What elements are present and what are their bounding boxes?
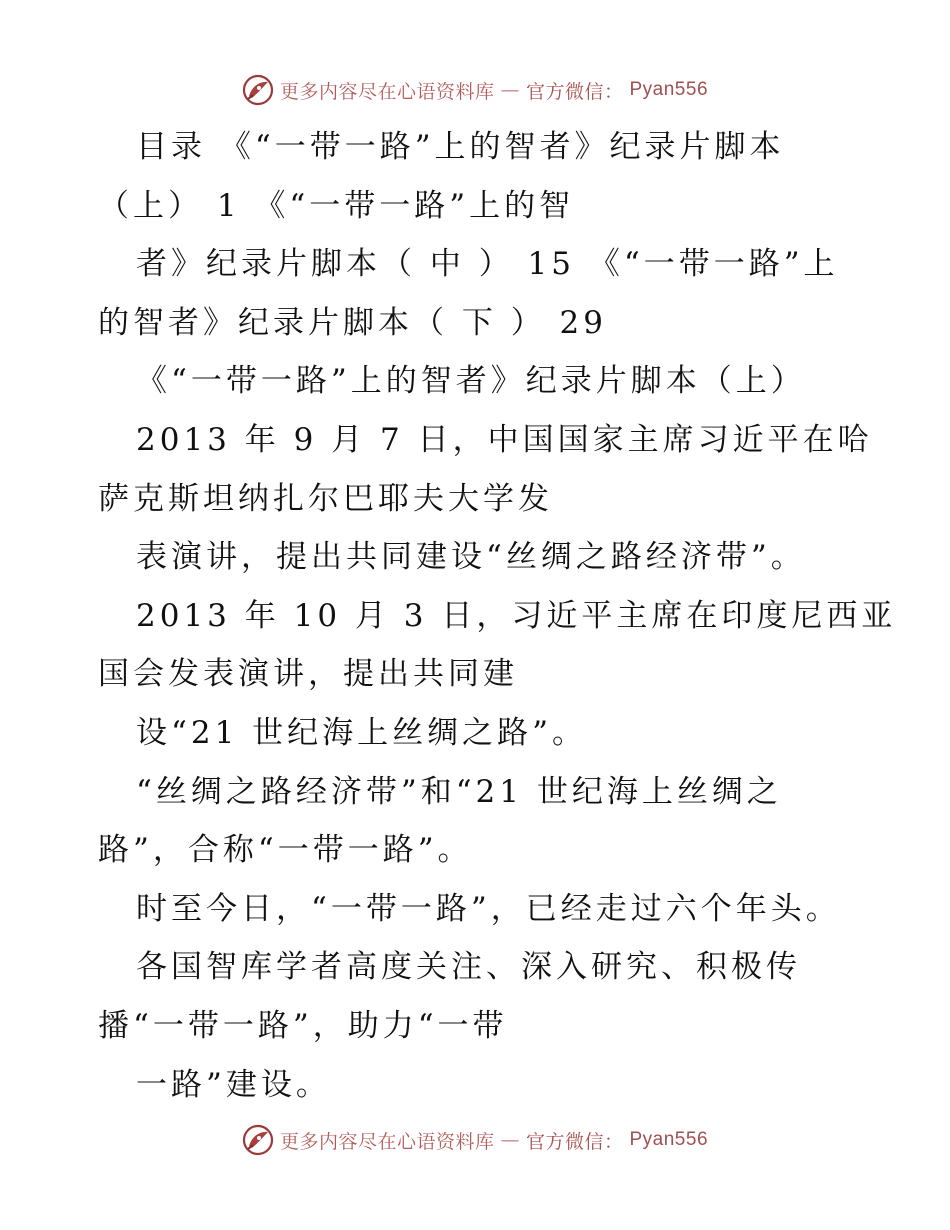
watermark-wechat-id: Pyan556	[629, 79, 709, 100]
header-watermark	[0, 70, 950, 110]
body-line: 一路”建设。	[136, 1066, 331, 1103]
body-line: 《“一带一路”上的智者》纪录片脚本（上）	[136, 363, 806, 400]
body-line: 2013 年 9 月 7 日，中国国家主席习近平在哈	[136, 421, 873, 458]
watermark-text: 更多内容尽在心语资料库	[279, 1130, 495, 1153]
watermark-inner	[242, 1124, 708, 1156]
body-line: 2013 年 10 月 3 日，习近平主席在印度尼西亚	[136, 597, 897, 634]
body-line: 设“21 世纪海上丝绸之路”。	[136, 714, 587, 751]
body-line: 的智者》纪录片脚本（ 下 ） 29	[98, 304, 608, 341]
body-line: 者》纪录片脚本（ 中 ） 15 《“一带一路”上	[136, 246, 839, 283]
body-line: 播“一带一路”，助力“一带	[98, 1007, 508, 1044]
body-line: 表演讲，提出共同建设“丝绸之路经济带”。	[136, 539, 806, 576]
body-line: 路”，合称“一带一路”。	[98, 832, 473, 869]
body-line: 国会发表演讲，提出共同建	[98, 656, 518, 693]
pen-nib-logo-icon	[242, 74, 274, 106]
watermark-official-label: 官方微信：	[525, 80, 624, 103]
document-body	[98, 118, 897, 1114]
body-line: 目录 《“一带一路”上的智者》纪录片脚本	[136, 129, 785, 165]
body-line: 时至今日，“一带一路”，已经走过六个年头。	[136, 890, 841, 927]
footer-watermark	[0, 1120, 950, 1160]
body-line: 各国智库学者高度关注、深入研究、积极传	[136, 949, 801, 986]
body-line: （上） 1 《“一带一路”上的智	[98, 187, 575, 224]
pen-nib-logo-icon	[242, 1124, 274, 1156]
body-line: 萨克斯坦纳扎尔巴耶夫大学发	[98, 480, 553, 517]
watermark-wechat-id: Pyan556	[629, 1129, 709, 1150]
watermark-inner	[242, 74, 708, 106]
watermark-official-label: 官方微信：	[525, 1130, 624, 1153]
watermark-separator: —	[500, 79, 520, 101]
watermark-text: 更多内容尽在心语资料库	[279, 80, 495, 103]
body-line: “丝绸之路经济带”和“21 世纪海上丝绸之	[136, 773, 782, 810]
watermark-separator: —	[500, 1129, 520, 1151]
